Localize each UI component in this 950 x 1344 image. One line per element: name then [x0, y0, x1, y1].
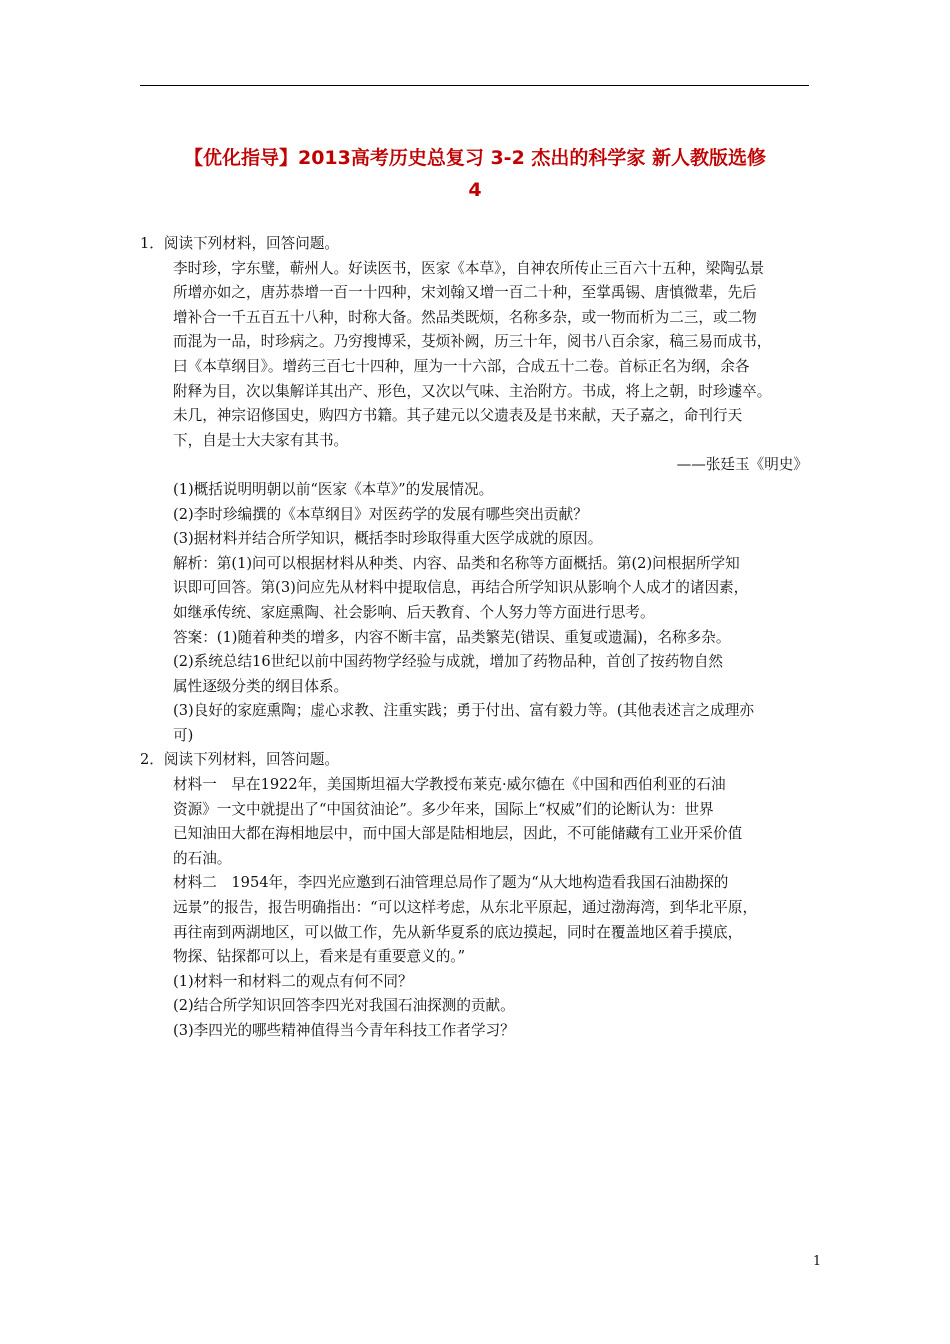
q2-material-line: 的石油。: [173, 849, 232, 867]
q1-material-line: 附释为目，次以集解详其出产、形色，又次以气味、主治附方。书成，将上之朝，时珍遽卒。: [173, 382, 772, 400]
q1-material-line: 增补合一千五百五十八种，时称大备。然品类既烦，名称多杂，或一物而析为二三，或二物: [173, 308, 757, 326]
q2-material-line: 物探、钻探都可以上，看来是有重要意义的。”: [173, 948, 466, 966]
q1-material-line: 李时珍，字东璧，蕲州人。好读医书，医家《本草》，自神农所传止三百六十五种，梁陶弘景: [173, 259, 765, 277]
q1-answer-line: (3)良好的家庭熏陶；虚心求教、注重实践；勇于付出、富有毅力等。(其他表述言之成理亦: [173, 702, 754, 720]
q1-analysis-line: 解析：第(1)问可以根据材料从种类、内容、品类和名称等方面概括。第(2)问根据所学知: [173, 554, 740, 572]
q2-material-line: 远景”的报告，报告明确指出：“可以这样考虑，从东北平原起，通过渤海湾，到华北平原，: [173, 899, 758, 917]
document-title: [130, 142, 820, 206]
q1-question-2: (2)李时珍编撰的《本草纲目》对医药学的发展有哪些突出贡献？: [173, 505, 588, 523]
q1-question-1: (1)概括说明明朝以前“医家《本草》”的发展情况。: [173, 480, 494, 498]
q2-material-line: 材料一 早在1922年，美国斯坦福大学教授布莱克·威尔德在《中国和西伯利亚的石油: [173, 776, 726, 794]
document-body: [140, 232, 820, 1044]
q1-material-line: 所增亦如之，唐苏恭增一百一十四种，宋刘翰又增一百二十种，至掌禹锡、唐慎微辈，先后: [173, 284, 757, 302]
page-number: 1: [812, 1254, 822, 1269]
q1-material-line: 未几，神宗诏修国史，购四方书籍。其子建元以父遗表及是书来献，天子嘉之，命刊行天: [173, 407, 743, 425]
q1-material-line: 下，自是士大夫家有其书。: [173, 431, 349, 449]
q1-answer-line: 答案：(1)随着种类的增多，内容不断丰富，品类繁芜(错误、重复或遗漏)，名称多杂。: [173, 628, 731, 646]
q1-source-citation: ——张廷玉《明史》: [676, 456, 808, 474]
q1-answer-line: (2)系统总结16世纪以前中国药物学经验与成就，增加了药物品种，首创了按药物自然: [173, 653, 724, 671]
q2-material-line: 已知油田大都在海相地层中，而中国大部是陆相地层，因此，不可能储藏有工业开采价值: [173, 825, 743, 843]
q2-material-line: 再往南到两湖地区，可以做工作，先从新华夏系的底边摸起，同时在覆盖地区着手摸底，: [173, 923, 743, 941]
q2-stem: 2．阅读下列材料，回答问题。: [140, 751, 340, 769]
q1-answer-line: 可): [173, 726, 194, 744]
q1-material-line: 曰《本草纲目》。增药三百七十四种，厘为一十六部，合成五十二卷。首标正名为纲，余各: [173, 357, 750, 375]
q1-stem: 1．阅读下列材料，回答问题。: [140, 235, 340, 252]
q1-material-line: 而混为一品，时珍病之。乃穷搜博采，芟烦补阙，历三十年，阅书八百余家，稿三易而成书，: [173, 333, 772, 351]
title-line-1: 【优化指导】2013高考历史总复习 3-2 杰出的科学家 新人教版选修: [183, 147, 767, 169]
q2-question-1: (1)材料一和材料二的观点有何不同？: [173, 972, 413, 990]
q1-answer-line: 属性逐级分类的纲目体系。: [173, 677, 349, 695]
q2-material-line: 资源》一文中就提出了“中国贫油论”。多少年来，国际上“权威”们的论断认为：世界: [173, 800, 714, 818]
q1-question-3: (3)据材料并结合所学知识，概括李时珍取得重大医学成就的原因。: [173, 530, 603, 548]
title-line-2: 4: [468, 179, 482, 201]
header-rule: [140, 85, 809, 86]
q2-question-3: (3)李四光的哪些精神值得当今青年科技工作者学习？: [173, 1022, 515, 1039]
q2-material-line: 材料二 1954年，李四光应邀到石油管理总局作了题为“从大地构造看我国石油勘探的: [173, 874, 729, 892]
q1-analysis-line: 识即可回答。第(3)问应先从材料中提取信息，再结合所学知识从影响个人成才的诸因素，: [173, 579, 749, 597]
q2-question-2: (2)结合所学知识回答李四光对我国石油探测的贡献。: [173, 997, 515, 1015]
q1-analysis-line: 如继承传统、家庭熏陶、社会影响、后天教育、个人努力等方面进行思考。: [173, 603, 655, 621]
